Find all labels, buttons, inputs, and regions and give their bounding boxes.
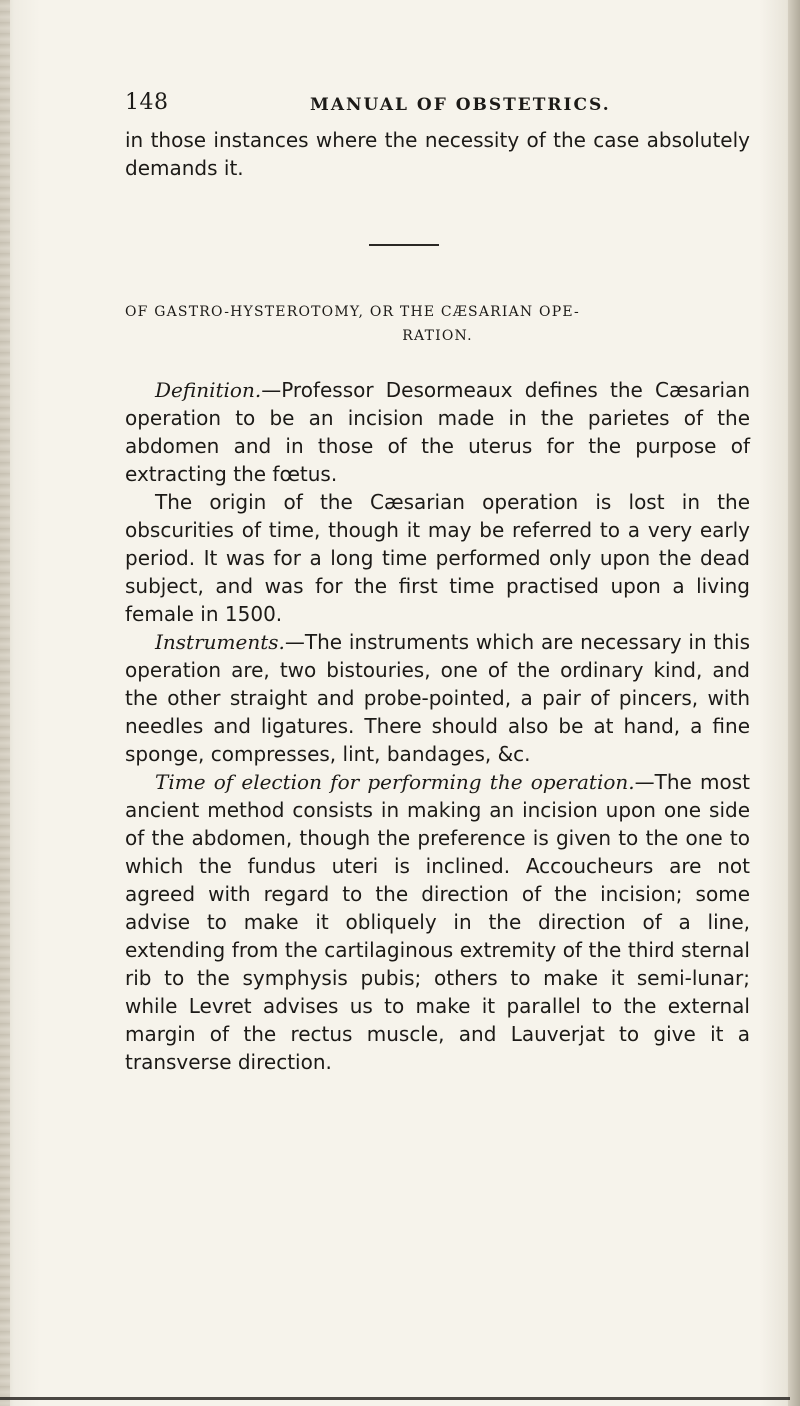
time-run-in: Time of election for performing the operation. <box>155 770 635 794</box>
instruments-text: —The instruments which are necessary in this operation are, two bistouries, one of the ordinary kind, and the other straight and probe-pointed, a pair of pincers, with needles and ligatures. There should also be at hand, a fine sponge, compresses, lint, bandages, &c. <box>125 630 750 766</box>
section-rule <box>369 244 439 246</box>
section-heading-line1: OF GASTRO-HYSTEROTOMY, OR THE CÆSARIAN OPE- <box>125 304 580 320</box>
time-paragraph <box>125 768 750 1076</box>
definition-paragraph <box>125 376 750 488</box>
definition-text: —Professor Desormeaux defines the Cæsarian operation to be an incision made in the parietes of the abdomen and in those of the uterus for the purpose of extracting the fœtus. <box>125 378 750 486</box>
time-text: —The most ancient method consists in making an incision upon one side of the abdomen, though the preference is given to the one to which the fundus uteri is inclined. Accoucheurs are not agreed with regard to the direction of the incision; some advise to make it obliquely in the direction of a line, extending from the cartilaginous extremity of the third sternal rib to the symphysis pubis; others to make it semi-lunar; while Levret advises us to make it parallel to the external margin of the rectus muscle, and Lauverjat to give it a transverse direction. <box>125 770 750 1074</box>
instruments-run-in: Instruments. <box>155 630 285 654</box>
origin-paragraph: The origin of the Cæsarian operation is lost in the obscurities of time, though it may be referred to a very early period. It was for a long time performed only upon the dead subject, and was for the first time practised upon a living female in 1500. <box>125 490 750 626</box>
bottom-edge-line <box>0 1397 790 1400</box>
page-edge <box>788 0 800 1406</box>
continuation-paragraph: in those instances where the necessity of the case absolutely demands it. <box>125 128 750 180</box>
definition-run-in: Definition. <box>155 378 262 402</box>
running-head <box>125 90 750 126</box>
section-heading-line2: RATION. <box>402 328 473 344</box>
section-heading <box>125 300 750 348</box>
page-binding-shadow <box>0 0 10 1406</box>
running-title: MANUAL OF OBSTETRICS. <box>310 95 611 115</box>
instruments-paragraph <box>125 628 750 768</box>
page-content <box>125 90 750 1076</box>
page-number: 148 <box>125 90 169 115</box>
